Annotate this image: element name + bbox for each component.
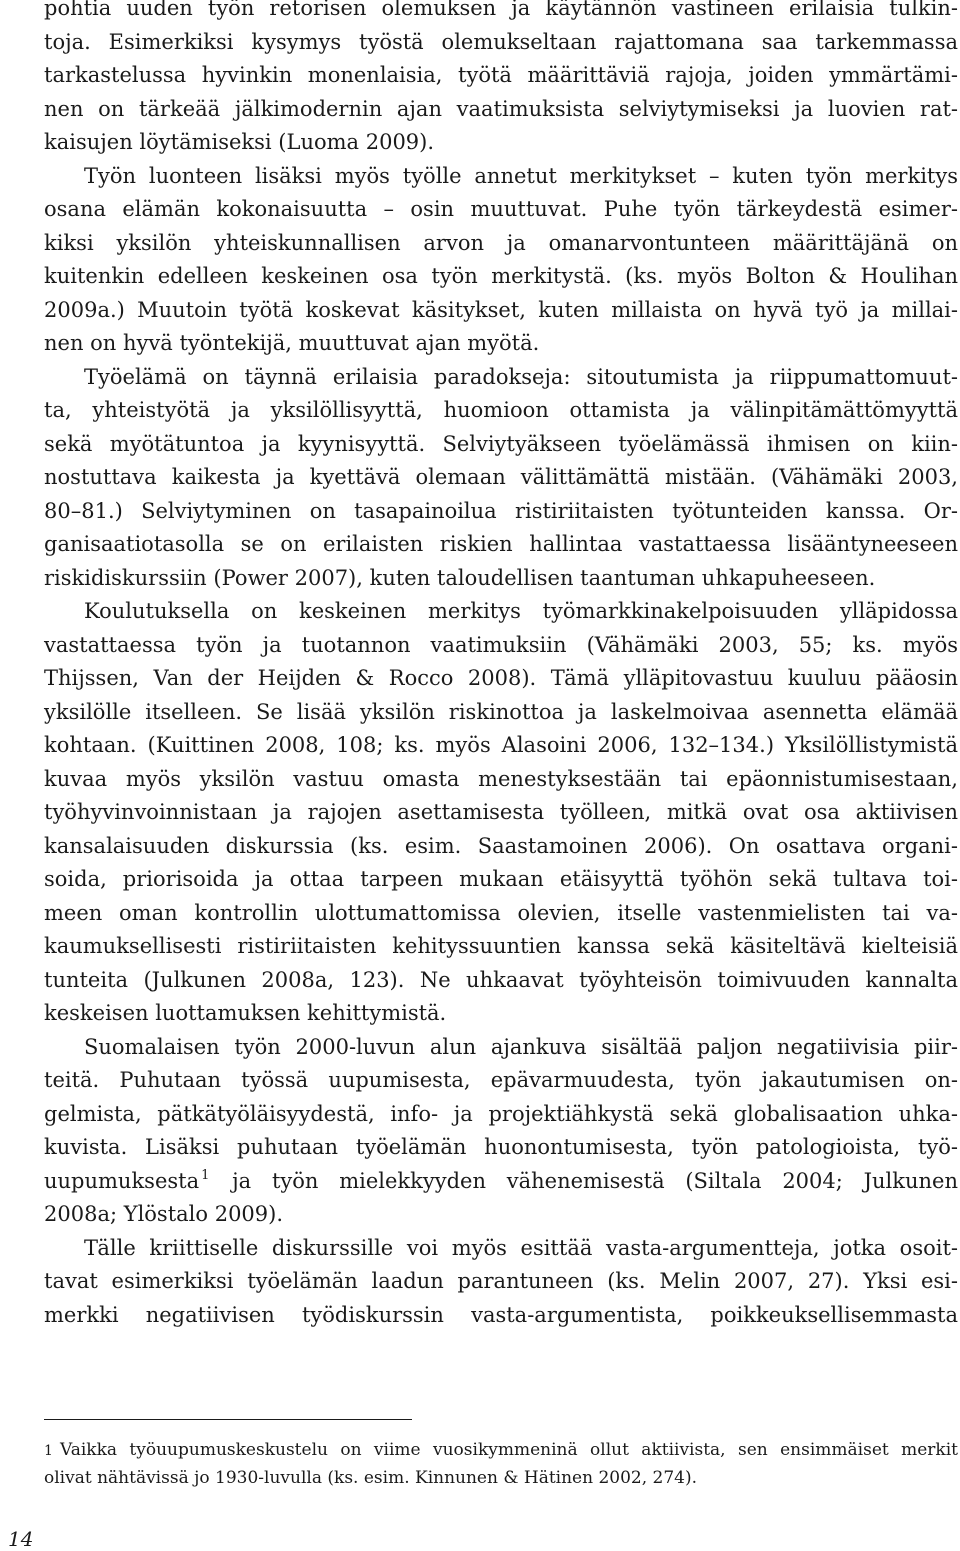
text-segment: 2009a.) Muutoin työtä koskevat käsitykset, kuten millaista on hyvä työ ja millai- xyxy=(44,297,958,322)
text-line xyxy=(44,193,958,227)
page-number: 14 xyxy=(8,1527,34,1551)
text-segment: meen oman kontrollin ulottumattomissa olevien, itselle vastenmielisten tai va- xyxy=(44,900,958,925)
page-body xyxy=(44,0,958,1332)
text-line xyxy=(44,1232,958,1266)
text-line xyxy=(44,361,958,395)
text-line xyxy=(44,327,958,361)
text-segment: kiksi yksilön yhteiskunnallisen arvon ja omanarvontunteen määrittäjänä on xyxy=(44,230,958,255)
text-line xyxy=(44,562,958,596)
text-line xyxy=(44,796,958,830)
text-line xyxy=(44,294,958,328)
text-line xyxy=(44,863,958,897)
text-segment: teitä. Puhutaan työssä uupumisesta, epävarmuudesta, työn jakautumisen on- xyxy=(44,1068,958,1092)
text-segment: Työn luonteen lisäksi myös työlle annetut merkitykset – kuten työn merkitys xyxy=(84,163,958,188)
text-line xyxy=(44,662,958,696)
text-line xyxy=(44,595,958,629)
text-line xyxy=(44,897,958,931)
text-line xyxy=(44,59,958,93)
text-line xyxy=(44,964,958,998)
text-segment: ja työn mielekkyyden vähenemisestä (Siltala 2004; Julkunen xyxy=(211,1168,958,1193)
footnote-line-2 xyxy=(44,1464,958,1492)
text-line xyxy=(44,1299,958,1333)
text-line xyxy=(44,0,958,26)
footnote xyxy=(44,1436,958,1492)
text-segment: Työelämä on täynnä erilaisia paradokseja: sitoutumista ja riippumattomuut- xyxy=(84,364,958,389)
text-segment: kaumuksellisesti ristiriitaisten kehityssuuntien kanssa sekä käsiteltävä kielteisiä xyxy=(44,934,958,958)
text-line xyxy=(44,763,958,797)
text-segment: kuvaa myös yksilön vastuu omasta menestyksestään tai epäonnistumisestaan, xyxy=(44,766,958,791)
text-segment: uupumuksesta xyxy=(44,1168,200,1193)
text-line xyxy=(44,997,958,1031)
text-line xyxy=(44,1031,958,1065)
text-line xyxy=(44,1165,958,1199)
text-line xyxy=(44,93,958,127)
text-line xyxy=(44,1064,958,1098)
text-segment: tarkastelussa hyvinkin monenlaisia, työtä määrittäviä rajoja, joiden ymmärtämi- xyxy=(44,63,958,87)
text-segment: 2008a; Ylöstalo 2009). xyxy=(44,1202,284,1226)
text-segment: työhyvinvoinnistaan ja rajojen asettamisesta työlleen, mitkä ovat osa aktiivisen xyxy=(44,800,958,824)
text-segment: tavat esimerkiksi työelämän laadun parantuneen (ks. Melin 2007, 27). Yksi esi- xyxy=(44,1269,958,1293)
text-line xyxy=(44,930,958,964)
text-segment: kohtaan. (Kuittinen 2008, 108; ks. myös Alasoini 2006, 132–134.) Yksilöllistymistä xyxy=(44,733,958,757)
text-segment: tunteita (Julkunen 2008a, 123). Ne uhkaavat työyhteisön toimivuuden kannalta xyxy=(44,967,958,992)
text-line xyxy=(44,495,958,529)
footnote-line-1 xyxy=(44,1436,958,1464)
text-segment: keskeisen luottamuksen kehittymistä. xyxy=(44,1001,447,1025)
text-line xyxy=(44,1198,958,1232)
text-segment: Tälle kriittiselle diskurssille voi myös esittää vasta-argumentteja, jotka osoit- xyxy=(84,1235,958,1260)
footnote-text-2: olivat nähtävissä jo 1930-luvulla (ks. esim. Kinnunen & Hätinen 2002, 274). xyxy=(44,1468,698,1488)
footnote-separator xyxy=(44,1419,412,1420)
text-line xyxy=(44,1265,958,1299)
text-segment: vastattaessa työn ja tuotannon vaatimuksiin (Vähämäki 2003, 55; ks. myös xyxy=(44,632,958,657)
text-line xyxy=(44,629,958,663)
text-segment: toja. Esimerkiksi kysymys työstä olemukseltaan rajattomana saa tarkemmassa xyxy=(44,29,958,54)
text-segment: pohtia uuden työn retorisen olemuksen ja käytännön vastineen erilaisia tulkin- xyxy=(44,0,958,20)
text-segment: Suomalaisen työn 2000-luvun alun ajankuva sisältää paljon negatiivisia piir- xyxy=(84,1034,958,1059)
text-segment: Koulutuksella on keskeinen merkitys työmarkkinakelpoisuuden ylläpidossa xyxy=(84,599,958,623)
body-text xyxy=(44,0,958,1332)
text-line xyxy=(44,428,958,462)
text-line xyxy=(44,729,958,763)
text-line xyxy=(44,126,958,160)
text-segment: ganisaatiotasolla se on erilaisten riskien hallintaa vastattaessa lisääntyneeseen xyxy=(44,532,958,556)
footnote-mark: 1 xyxy=(44,1443,53,1459)
text-segment: soida, priorisoida ja ottaa tarpeen mukaan etäisyyttä työhön sekä tultava toi- xyxy=(44,867,958,891)
text-segment: kaisujen löytämiseksi (Luoma 2009). xyxy=(44,130,435,154)
text-segment: sekä myötätuntoa ja kyynisyyttä. Selviytyäkseen työelämässä ihmisen on kiin- xyxy=(44,431,958,456)
footnote-text-1: Vaikka työuupumuskeskustelu on viime vuosikymmeninä ollut aktiivista, sen ensimmäiset merkit xyxy=(60,1440,958,1460)
text-segment: Thijssen, Van der Heijden & Rocco 2008). Tämä ylläpitovastuu kuuluu pääosin xyxy=(44,666,958,690)
text-line xyxy=(44,227,958,261)
text-line xyxy=(44,1131,958,1165)
text-segment: kansalaisuuden diskurssia (ks. esim. Saastamoinen 2006). On osattava organi- xyxy=(44,833,958,858)
text-line xyxy=(44,260,958,294)
text-line xyxy=(44,696,958,730)
text-segment: riskidiskurssiin (Power 2007), kuten taloudellisen taantuman uhkapuheeseen. xyxy=(44,565,876,590)
text-segment: ta, yhteistyötä ja yksilöllisyyttä, huomioon ottamista ja välinpitämättömyyttä xyxy=(44,398,958,422)
text-segment: osana elämän kokonaisuutta – osin muuttuvat. Puhe työn tärkeydestä esimer- xyxy=(44,197,958,221)
text-line xyxy=(44,830,958,864)
text-line xyxy=(44,26,958,60)
text-segment: gelmista, pätkätyöläisyydestä, info- ja projektiähkystä sekä globalisaation uhka- xyxy=(44,1101,958,1126)
text-segment: kuitenkin edelleen keskeinen osa työn merkitystä. (ks. myös Bolton & Houlihan xyxy=(44,264,958,288)
text-segment: kuvista. Lisäksi puhutaan työelämän huonontumisesta, työn patologioista, työ- xyxy=(44,1135,958,1159)
text-segment: merkki negatiivisen työdiskurssin vasta-argumentista, poikkeuksellisemmasta xyxy=(44,1302,958,1327)
text-segment: nostuttava kaikesta ja kyettävä olemaan välittämättä mistään. (Vähämäki 2003, xyxy=(44,465,958,489)
text-line xyxy=(44,160,958,194)
footnote-reference[interactable]: 1 xyxy=(201,1167,210,1183)
text-segment: nen on hyvä työntekijä, muuttuvat ajan myötä. xyxy=(44,331,540,355)
text-line xyxy=(44,1098,958,1132)
text-segment: 80–81.) Selviytyminen on tasapainoilua ristiriitaisten työtunteiden kanssa. Or- xyxy=(44,498,958,523)
text-line xyxy=(44,461,958,495)
text-line xyxy=(44,528,958,562)
text-segment: nen on tärkeää jälkimodernin ajan vaatimuksista selviytymiseksi ja luovien rat- xyxy=(44,96,958,121)
text-segment: yksilölle itselleen. Se lisää yksilön riskinottoa ja laskelmoivaa asennetta elämää xyxy=(44,699,958,724)
text-line xyxy=(44,394,958,428)
